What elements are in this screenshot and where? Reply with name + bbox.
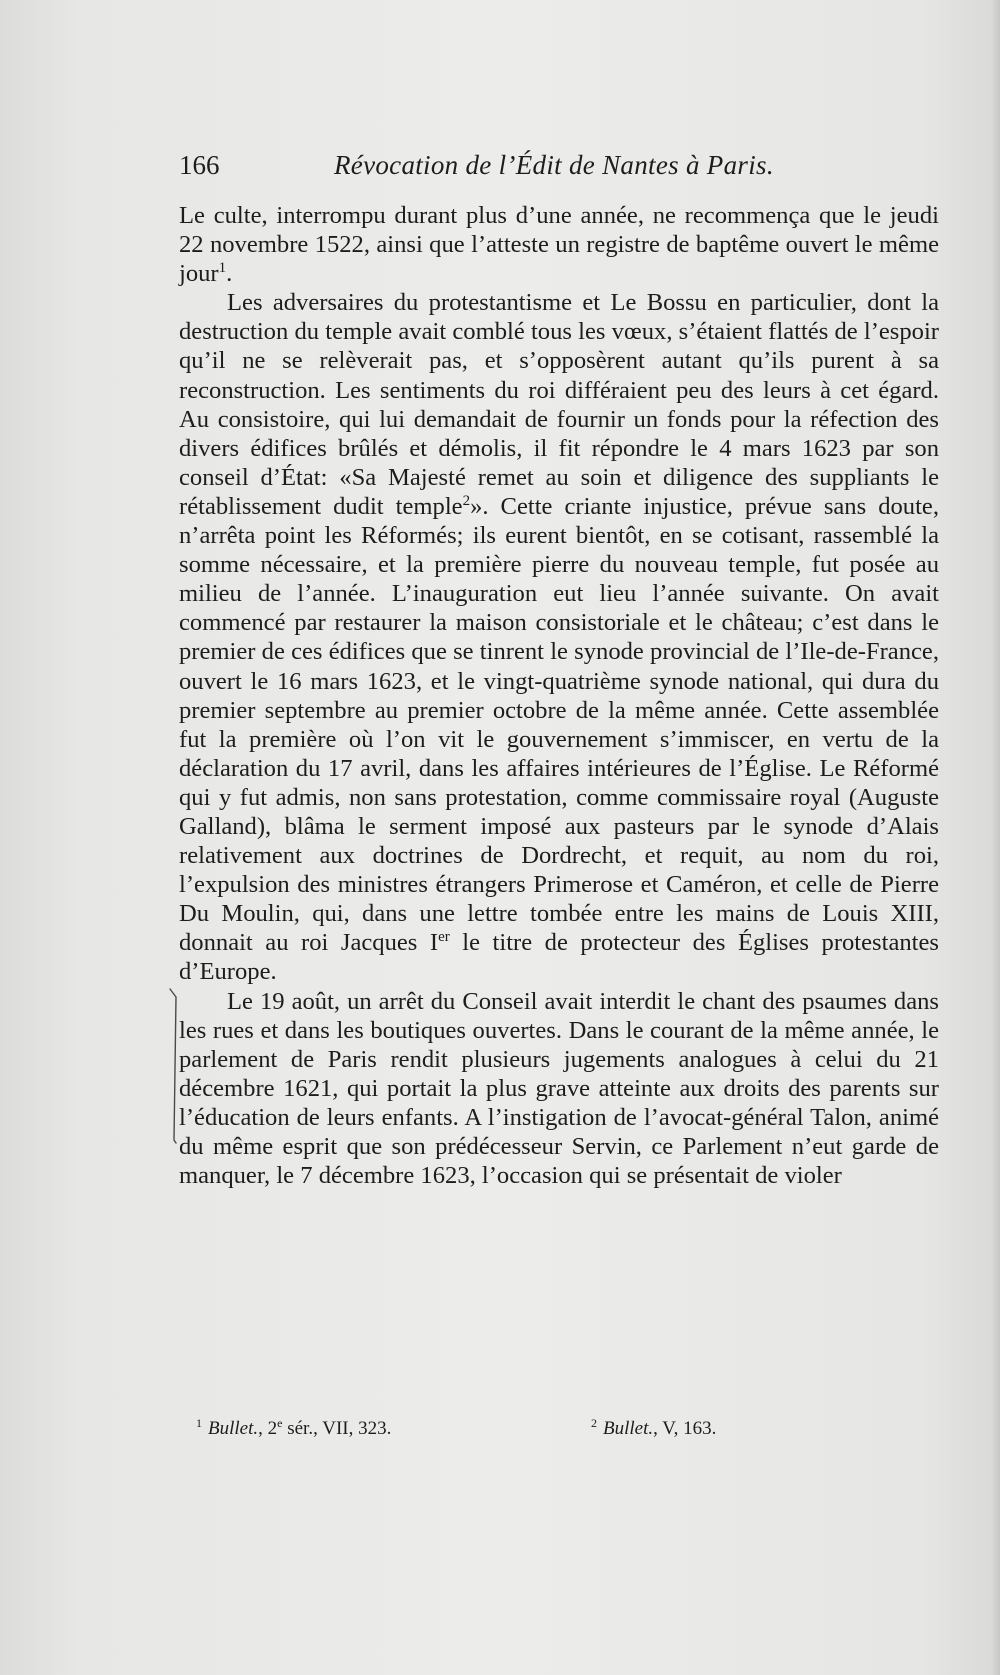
paragraph-1-text: Le culte, interrompu durant plus d’une année, ne recommença que le jeudi 22 novembre 1522, ainsi que l’atteste un registre de baptême ouvert le même jour [179, 202, 939, 288]
paragraph-3 [179, 987, 939, 1191]
footnote-2-mark: 2 [591, 1416, 597, 1430]
footnote-1-mark: 1 [196, 1416, 202, 1430]
footnote-1-series-sup: e [277, 1416, 283, 1430]
footnote-2 [591, 1418, 716, 1440]
page-edge-shadow [990, 0, 1000, 1675]
paragraph-2-text-a: Les adversaires du protestantisme et Le Bossu en particulier, dont la destruction du temple avait comblé tous les vœux, s’étaient flattés de l’espoir qu’il ne se relèverait pas, et s’opposèrent autant qu’ils purent à sa reconstruction. Les sentiments du roi différaient peu des leurs à cet égard. Au consistoire, qui lui demandait de fournir un fonds pour la réfection des divers édifices brûlés et démolis, il fit répondre le 4 mars 1623 par son conseil d’État: «Sa Majesté remet au soin et diligence des suppliants le rétablissement dudit temple [179, 289, 939, 520]
margin-pencil-mark [168, 985, 188, 1145]
paragraph-1 [179, 201, 939, 288]
paragraph-1-end: . [226, 260, 233, 288]
paragraph-2-text-b: ». Cette criante injustice, prévue sans doute, n’arrêta point les Réformés; ils eurent bientôt, en se cotisant, rassemblé la somme nécessaire, et la première pierre du nouveau temple, fut posée au milieu de l’année. L’inauguration eut lieu l’année suivante. On avait commencé par restaurer la maison consistoriale et le château; c’est dans le premier de ces édifices que se tinrent le synode provincial de l’Ile-de-France, ouvert le 16 mars 1623, et le vingt-quatrième synode national, qui dura du premier septembre au premier octobre de la même année. Cette assemblée fut la première où l’on vit le gouvernement s’immiscer, en vertu de la déclaration du 17 avril, dans les affaires intérieures de l’Église. Le Réformé qui y fut admis, non sans protestation, comme commissaire royal (Auguste Galland), blâma le serment imposé aux pasteurs par le synode d’Alais relativement aux doctrines de Dordrecht, et requit, au nom du roi, l’expulsion des ministres étrangers Primerose et Caméron, et celle de Pierre Du Moulin, qui, dans une lettre tombée entre les mains de Louis XIII, donnait au roi Jacques I [179, 492, 939, 957]
paragraph-2 [179, 288, 939, 986]
body-text [179, 201, 939, 1190]
paragraph-3-text: Le 19 août, un arrêt du Conseil avait interdit le chant des psaumes dans les rues et dans les boutiques ouvertes. Dans le courant de la même année, le parlement de Paris rendit plusieurs jugements analogues à celui du 21 décembre 1621, qui portait la plus grave atteinte aux droits des parents sur l’éducation de leurs enfants. A l’instigation de l’avocat-général Talon, animé du même esprit que son prédécesseur Servin, ce Parlement n’eut garde de manquer, le 7 décembre 1623, l’occasion qui se présentait de violer [179, 987, 939, 1190]
paragraph-2-text-c: le titre de protecteur des Églises protestantes d’Europe. [179, 929, 939, 986]
footnote-1-text-a: , 2 [258, 1418, 278, 1439]
footnote-2-text: , V, 163. [653, 1418, 717, 1439]
footnote-ref-2: 2 [462, 492, 471, 509]
running-title: Révocation de l’Édit de Nantes à Paris. [334, 150, 774, 180]
footnote-ref-1: 1 [218, 260, 227, 277]
footnote-1-source: Bullet. [208, 1418, 259, 1439]
footnote-1-text-b: sér., VII, 323. [282, 1418, 392, 1439]
footnote-1 [196, 1418, 391, 1440]
page-number: 166 [179, 150, 220, 180]
footnote-2-source: Bullet. [603, 1418, 654, 1439]
running-head [179, 150, 939, 190]
ordinal-superscript: er [438, 929, 450, 946]
